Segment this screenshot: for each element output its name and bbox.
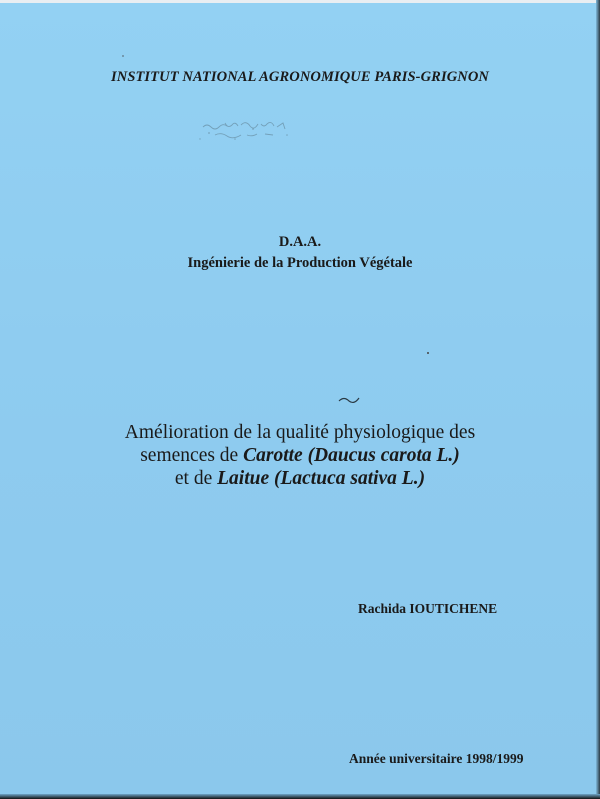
title-line-3-prefix: et de — [174, 468, 218, 489]
title-line-3 — [0, 467, 600, 490]
title-line-2 — [0, 444, 600, 467]
lettuce-latin-name: (Lactuca sativa L.) — [274, 468, 426, 489]
carrot-latin-name: (Daucus carota L.) — [307, 445, 460, 466]
speciality-label: Ingénierie de la Production Végétale — [187, 255, 413, 271]
page-edge-right — [596, 0, 600, 799]
academic-year: Année universitaire 1998/1999 — [349, 751, 524, 766]
carrot-name: Carotte — [243, 445, 303, 466]
title-line-2-prefix: semences de — [140, 445, 244, 466]
degree-label: D.A.A. — [278, 234, 322, 250]
thesis-title — [0, 421, 600, 490]
author-name: Rachida IOUTICHENE — [358, 601, 498, 616]
ink-mark — [338, 394, 360, 406]
faded-stamp-mark — [195, 115, 315, 145]
speck-mark — [427, 352, 429, 354]
page-edge-top — [0, 0, 600, 3]
title-line-1: Amélioration de la qualité physiologique des — [124, 422, 476, 443]
lettuce-name: Laitue — [217, 468, 270, 489]
speck-mark — [122, 55, 124, 57]
page-edge-bottom — [0, 794, 600, 799]
institute-name: INSTITUT NATIONAL AGRONOMIQUE PARIS-GRIGNON — [111, 69, 489, 85]
